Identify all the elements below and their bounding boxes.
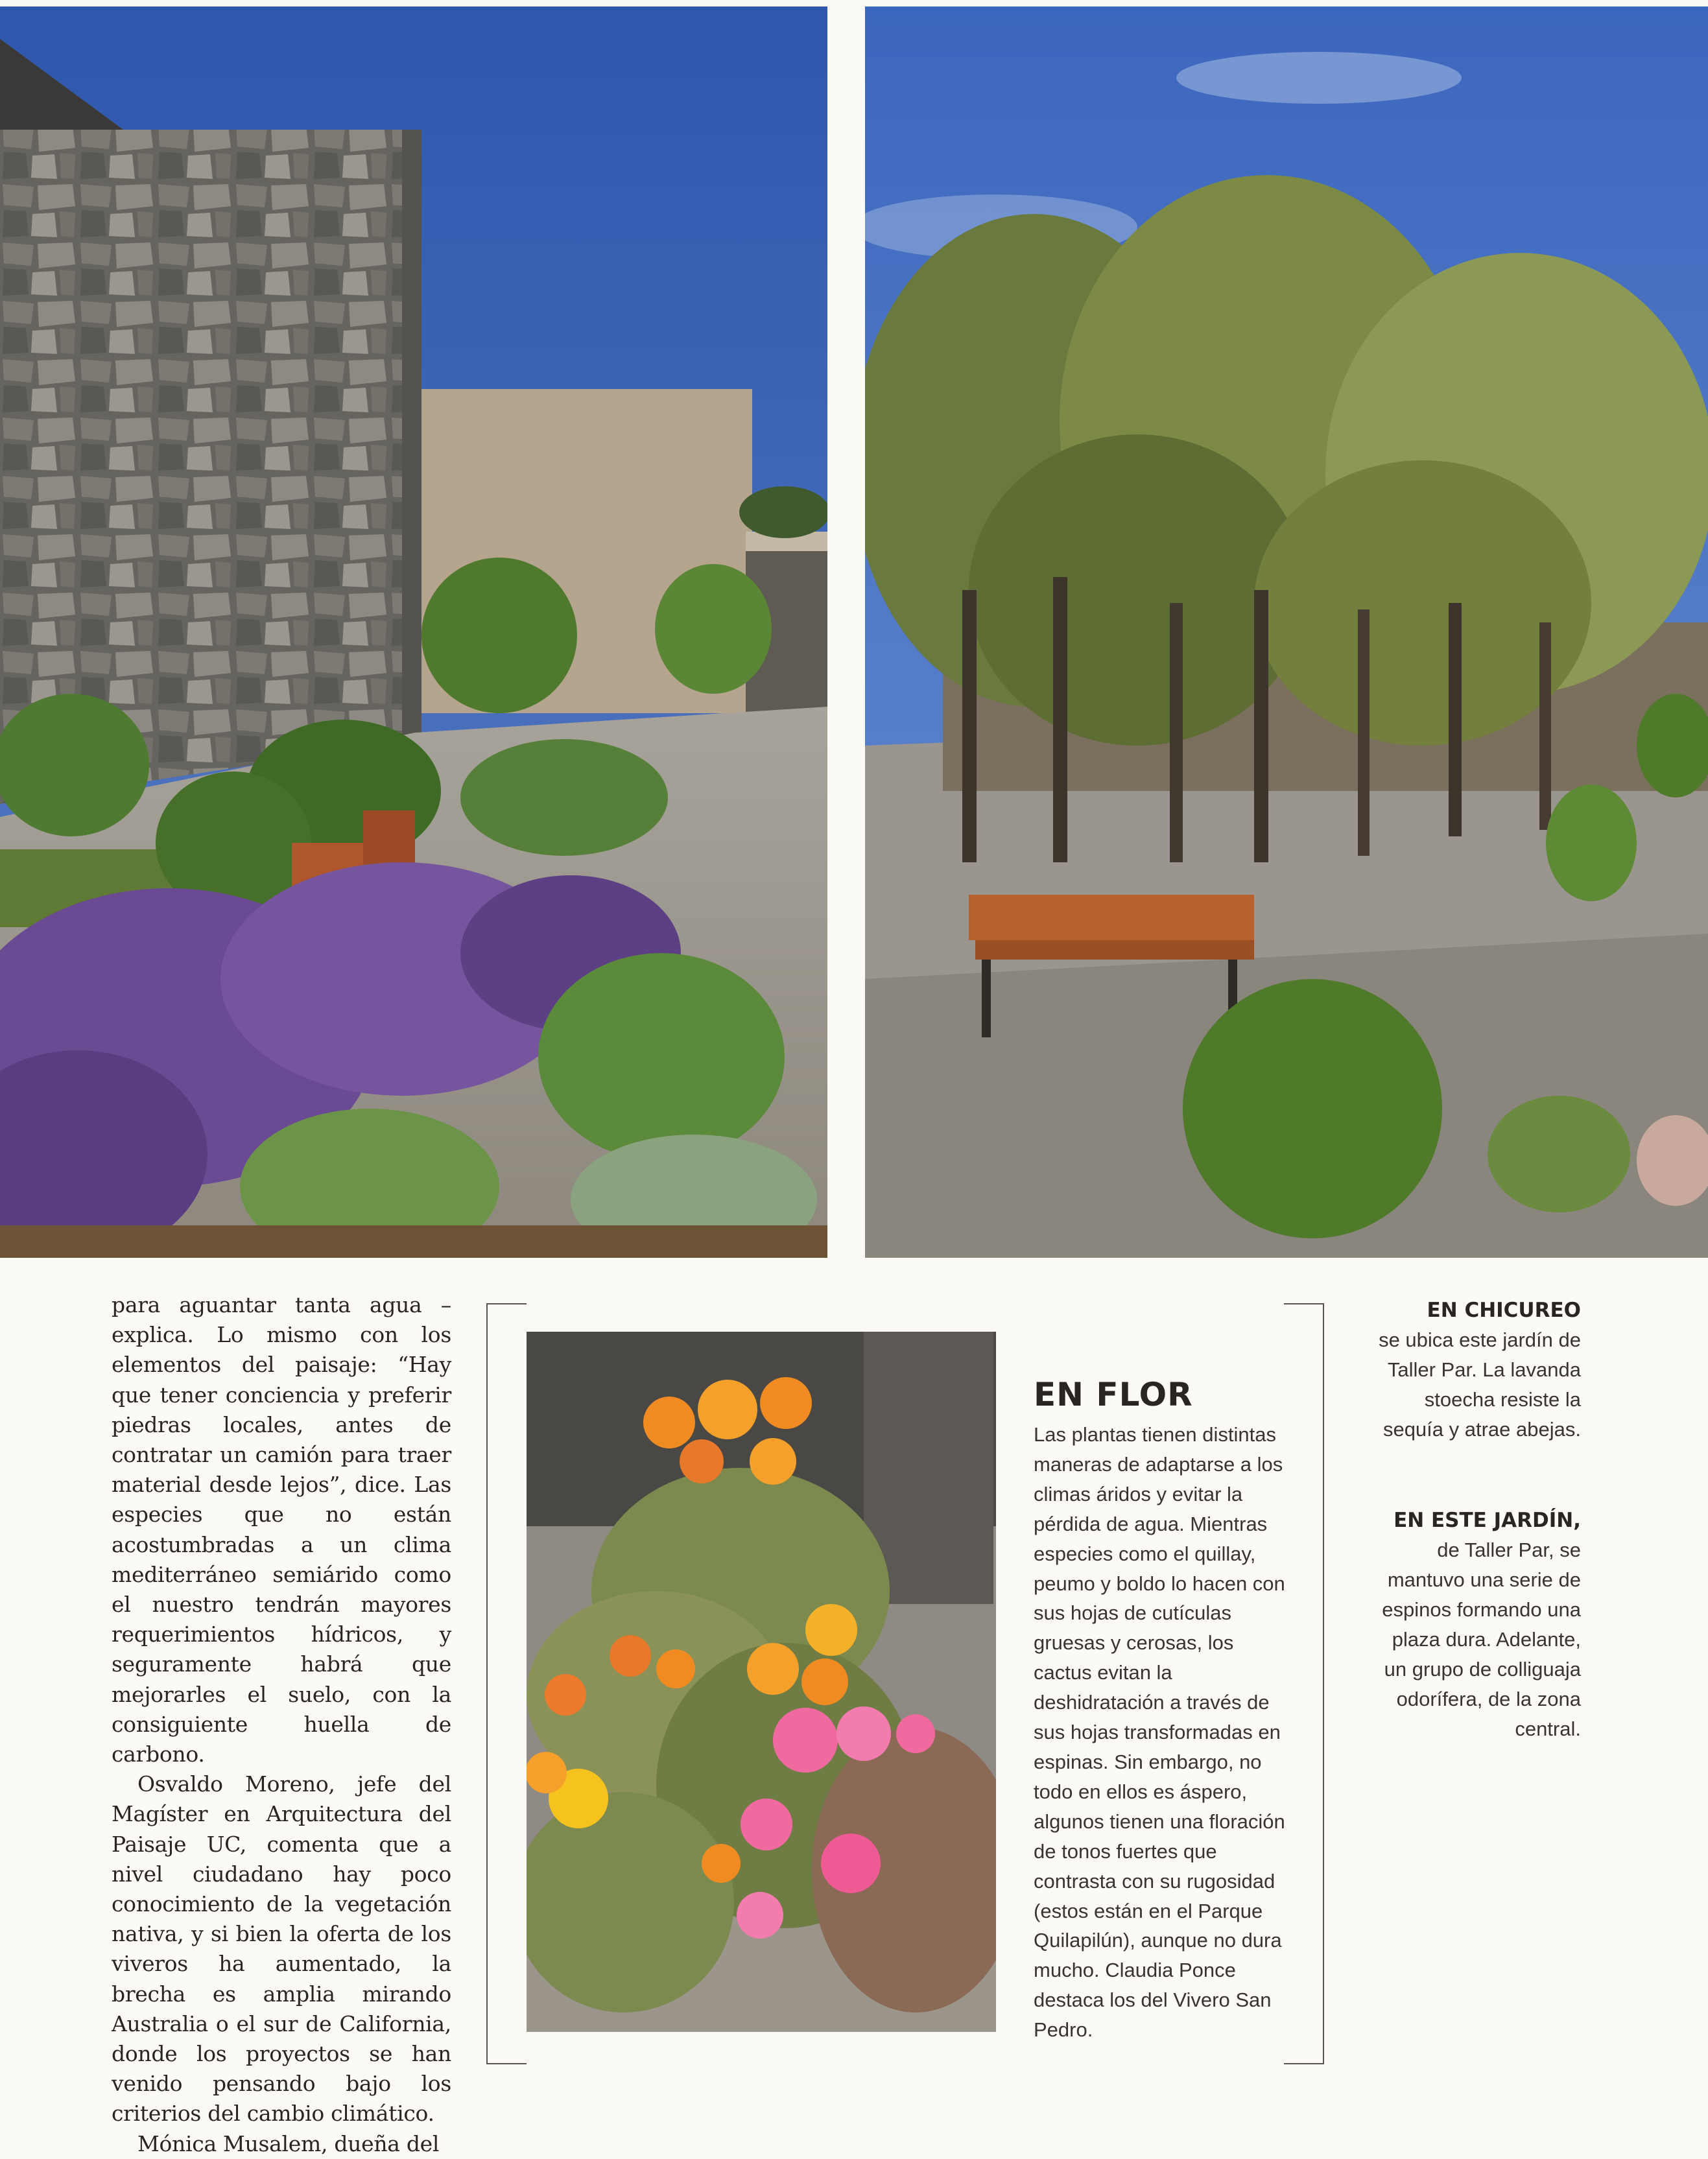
body-paragraph-1: para aguantar tanta agua –explica. Lo mismo con los elementos del paisaje: “Hay que tener conciencia y preferir piedras locales, antes de contratar un camión para traer material desde lejos”, dice. Las especies que no están acostumbradas a un clima mediterráneo semiárido como el nuestro tendrán mayores requerimientos hídricos, y seguramente habrá que mejorarles el suelo, con la consiguiente huella de carbono.: [112, 1292, 451, 1767]
photo-stone-wall-garden: [0, 6, 827, 1258]
sidebar-text: Las plantas tienen distintas maneras de adaptarse a los climas áridos y evitar la pérdida de agua. Mientras especies como el quillay, peumo y boldo lo hacen con sus hojas de cutículas gruesas y cerosas, los cactus evitan la deshidratación a través de sus hojas transformadas en espinas. Sin embargo, no todo en ellos es áspero, algunos tienen una floración de tonos fuertes que contrasta con su rugosidad (estos están en el Parque Quilapilún), aunque no dura mucho. Claudia Ponce destaca los del Vivero San Pedro.: [1034, 1423, 1285, 2042]
caption-chicureo-head: EN CHICUREO: [1427, 1299, 1581, 1322]
espino-plaza-image: [865, 6, 1708, 1258]
body-paragraph-3: Mónica Musalem, dueña del: [137, 2130, 440, 2156]
sidebar-title: EN FLOR: [1034, 1376, 1193, 1413]
article-body-column: [112, 1290, 451, 2159]
sidebar-bracket-right: [1284, 1303, 1324, 2064]
caption-este-jardin-head: EN ESTE JARDÍN,: [1394, 1509, 1581, 1532]
body-paragraph-2: Osvaldo Moreno, jefe del Magíster en Arquitectura del Paisaje UC, comenta que a nivel ciudadano hay poco conocimiento de la vegetación nativa, y si bien la oferta de los viveros ha aumentado, la brecha es amplia mirando Australia o el sur de California, donde los proyectos se han venido pensando bajo los criterios del cambio climático.: [112, 1771, 451, 2127]
caption-chicureo: [1367, 1295, 1581, 1445]
sidebar-bracket-left: [486, 1303, 527, 2064]
caption-chicureo-text: se ubica este jardín de Taller Par. La lavanda stoecha resiste la sequía y atrae abejas.: [1379, 1328, 1581, 1441]
photo-espino-plaza: [865, 6, 1708, 1258]
photo-flowering-cactus: [527, 1332, 996, 2032]
flowering-cactus-image: [527, 1332, 996, 2032]
stone-wall-garden-image: [0, 6, 827, 1258]
caption-este-jardin: [1367, 1505, 1581, 1744]
caption-este-jardin-text: de Taller Par, se mantuvo una serie de espinos formando una plaza dura. Adelante, un grupo de colliguaja odorífera, de la zona central.: [1382, 1539, 1581, 1740]
